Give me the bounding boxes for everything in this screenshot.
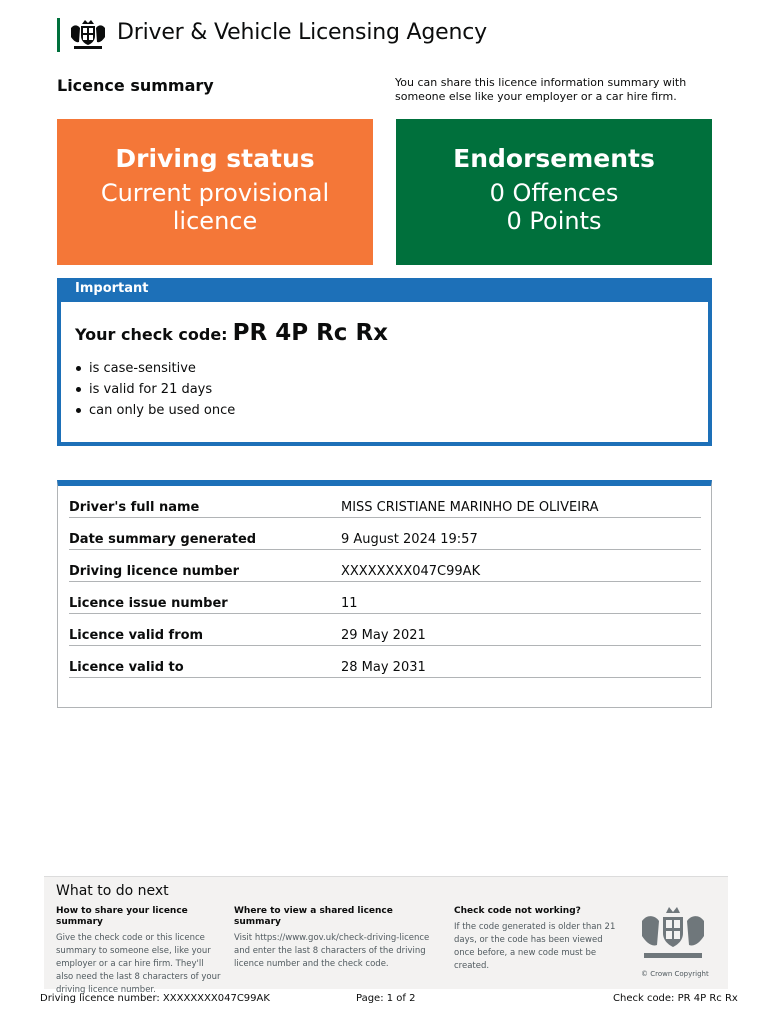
row-key: Licence valid to [69, 660, 184, 675]
table-row [69, 614, 701, 646]
endorsements-title: Endorsements [453, 144, 655, 173]
share-heading: How to share your licence summary [56, 906, 188, 927]
page-title: Licence summary [57, 76, 214, 95]
driving-status-box [57, 119, 373, 265]
row-key: Licence issue number [69, 596, 228, 611]
view-heading: Where to view a shared licence summary [234, 906, 393, 927]
row-key: Licence valid from [69, 628, 204, 643]
list-item: is valid for 21 days [75, 379, 235, 400]
page-number: Page: 1 of 2 [356, 993, 416, 1004]
important-label: Important [57, 278, 712, 302]
view-text: Visit https://www.gov.uk/check-driving-licence and enter the last 8 characters of the driving licence number and the check code. [234, 933, 430, 969]
header-rule [57, 18, 60, 52]
view-column [234, 906, 442, 971]
share-text: Give the check code or this licence summary to someone else, like your employer or a car hire firm. They'll also need the last 8 characters of your driving licence number. [56, 933, 221, 995]
not-working-heading: Check code not working? [454, 906, 581, 916]
endorsements-box [396, 119, 712, 265]
table-row [69, 646, 701, 678]
important-panel [57, 278, 712, 446]
not-working-text: If the code generated is older than 21 days, or the code has been viewed once before, a new code must be created. [454, 922, 616, 971]
row-value: XXXXXXXX047C99AK [341, 564, 481, 579]
check-code-rules [75, 358, 235, 421]
check-code-label: Your check code: [75, 325, 228, 344]
royal-coat-of-arms-icon [68, 18, 108, 52]
agency-title: Driver & Vehicle Licensing Agency [117, 20, 487, 45]
what-next-title: What to do next [56, 883, 169, 899]
list-item: can only be used once [75, 400, 235, 421]
table-row [69, 550, 701, 582]
row-key: Driving licence number [69, 564, 240, 579]
driving-status-value: Current provisional licence [100, 179, 330, 235]
share-column [56, 906, 221, 997]
row-key: Date summary generated [69, 532, 257, 547]
crown-copyright: © Crown Copyright [641, 970, 709, 978]
what-to-do-next-panel [44, 876, 728, 995]
royal-coat-of-arms-icon [636, 905, 710, 965]
footer-licence-number: Driving licence number: XXXXXXXX047C99AK [40, 993, 270, 1004]
row-key: Driver's full name [69, 500, 200, 515]
row-value: 9 August 2024 19:57 [341, 532, 478, 547]
list-item: is case-sensitive [75, 358, 235, 379]
table-row [69, 582, 701, 614]
check-code-value: PR 4P Rc Rx [232, 320, 388, 346]
licence-details-table [57, 480, 712, 708]
table-row [69, 486, 701, 518]
share-note: You can share this licence information summary with someone else like your employer or a car hire firm. [395, 76, 687, 103]
footer-check-code: Check code: PR 4P Rc Rx [613, 993, 738, 1004]
table-row [69, 518, 701, 550]
row-value: 11 [341, 596, 358, 611]
row-value: MISS CRISTIANE MARINHO DE OLIVEIRA [341, 500, 599, 515]
points-count: 0 Points [506, 207, 602, 235]
offences-count: 0 Offences [489, 179, 619, 207]
not-working-column [454, 906, 620, 973]
row-value: 29 May 2021 [341, 628, 426, 643]
check-code-line [75, 320, 388, 346]
driving-status-title: Driving status [115, 144, 315, 173]
row-value: 28 May 2031 [341, 660, 426, 675]
